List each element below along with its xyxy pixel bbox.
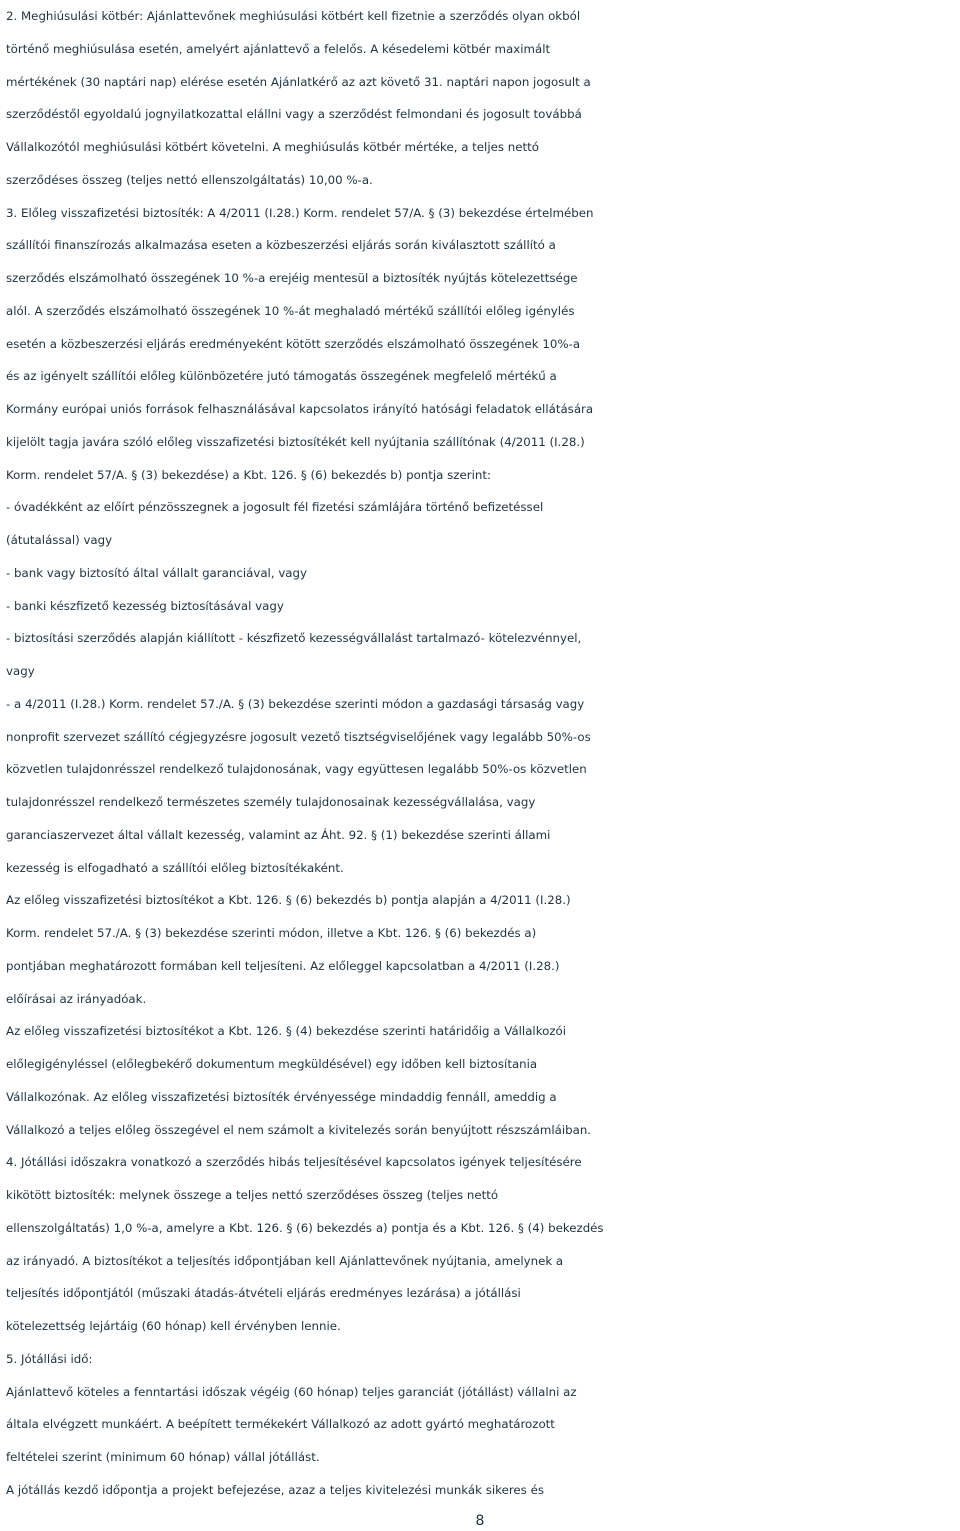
text-line: Vállalkozó a teljes előleg összegével el nem számolt a kivitelezés során benyújtott részszámláiban. [6, 1122, 592, 1137]
text-line: pontjában meghatározott formában kell teljesíteni. Az előleggel kapcsolatban a 4/2011 (I.28.) [6, 958, 560, 973]
text-line: nonprofit szervezet szállító cégjegyzésre jogosult vezető tisztségviselőjének vagy legalább 50%-os [6, 729, 591, 744]
text-line: 5. Jótállási idő: [6, 1351, 93, 1366]
text-line: történő meghiúsulása esetén, amelyért ajánlattevő a felelős. A késedelemi kötbér maximált [6, 41, 551, 56]
text-line: 4. Jótállási időszakra vonatkozó a szerződés hibás teljesítésével kapcsolatos igények teljesítésére [6, 1155, 582, 1170]
text-line: - a 4/2011 (I.28.) Korm. rendelet 57./A. § (3) bekezdése szerinti módon a gazdasági társaság vagy [6, 696, 585, 711]
text-line: kikötött biztosíték: melynek összege a teljes nettó szerződéses összeg (teljes nettó [6, 1188, 499, 1202]
body-text [6, 0, 958, 1507]
text-line: Korm. rendelet 57/A. § (3) bekezdése) a Kbt. 126. § (6) bekezdés b) pontja szerint: [6, 467, 491, 482]
text-line: alól. A szerződés elszámolható összegének 10 %-át meghaladó mértékű szállítói előleg igénylés [6, 303, 575, 318]
text-line: szerződés elszámolható összegének 10 %-a erejéig mentesül a biztosíték nyújtás kötelezettsége [6, 271, 578, 285]
text-line: 2. Meghiúsulási kötbér: Ajánlattevőnek meghiúsulási kötbért kell fizetnie a szerződés olyan okból [6, 9, 581, 23]
text-line: feltételei szerint (minimum 60 hónap) vállal jótállást. [6, 1450, 320, 1464]
text-line: előírásai az irányadóak. [6, 991, 147, 1006]
text-line: közvetlen tulajdonrésszel rendelkező tulajdonosának, vagy együttesen legalább 50%-os közvetlen [6, 762, 587, 777]
text-line: teljesítés időpontjától (műszaki átadás-átvételi eljárás eredményes lezárása) a jótállási [6, 1286, 521, 1301]
text-line: az irányadó. A biztosítékot a teljesítés időpontjában kell Ajánlattevőnek nyújtania, amelynek a [6, 1253, 564, 1268]
text-line: A jótállás kezdő időpontja a projekt befejezése, azaz a teljes kivitelezési munkák sikeres és [6, 1482, 544, 1497]
text-line: Vállalkozótól meghiúsulási kötbért követelni. A meghiúsulás kötbér mértéke, a teljes nettó [6, 140, 539, 154]
text-line: Korm. rendelet 57./A. § (3) bekezdése szerinti módon, illetve a Kbt. 126. § (6) bekezdés a) [6, 926, 537, 940]
text-line: szerződéstől egyoldalú jognyilatkozattal elállni vagy a szerződést felmondani és jogosult továbbá [6, 107, 582, 122]
text-line: Ajánlattevő köteles a fenntartási időszak végéig (60 hónap) teljes garanciát (jótállást) vállalni az [6, 1384, 577, 1399]
text-line: - bank vagy biztosító által vállalt garanciával, vagy [6, 565, 307, 580]
text-line: kötelezettség lejártáig (60 hónap) kell érvényben lennie. [6, 1319, 341, 1333]
text-line: garanciaszervezet által vállalt kezesség, valamint az Áht. 92. § (1) bekezdése szerinti állami [6, 827, 551, 842]
text-line: általa elvégzett munkáért. A beépített termékekért Vállalkozó az adott gyártó meghatározott [6, 1417, 555, 1432]
text-line: tulajdonrésszel rendelkező természetes személy tulajdonosainak kezességvállalása, vagy [6, 795, 536, 809]
text-line: és az igényelt szállítói előleg különbözetére jutó támogatás összegének megfelelő mértékű a [6, 369, 557, 384]
text-line: vagy [6, 664, 35, 678]
text-line: Az előleg visszafizetési biztosítékot a Kbt. 126. § (6) bekezdés b) pontja alapján a 4/2011 (I.28.) [6, 893, 571, 908]
text-line: előlegigényléssel (előlegbekérő dokumentum megküldésével) egy időben kell biztosítania [6, 1057, 538, 1071]
text-line: Vállalkozónak. Az előleg visszafizetési biztosíték érvényessége mindaddig fennáll, ameddig a [6, 1089, 557, 1104]
text-line: kezesség is elfogadható a szállítói előleg biztosítékaként. [6, 860, 344, 875]
text-line: - biztosítási szerződés alapján kiállított - készfizető kezességvállalást tartalmazó- kötelezvénnyel, [6, 631, 582, 646]
text-line: kijelölt tagja javára szóló előleg visszafizetési biztosítékét kell nyújtania szállítónak (4/2011 (I.28.) [6, 434, 585, 449]
text-line: Kormány európai uniós források felhasználásával kapcsolatos irányító hatósági feladatok ellátására [6, 402, 594, 416]
text-line: mértékének (30 naptári nap) elérése esetén Ajánlatkérő az azt követő 31. naptári napon jogosult a [6, 74, 591, 89]
text-line: Az előleg visszafizetési biztosítékot a Kbt. 126. § (4) bekezdése szerinti határidőig a Vállalkozói [6, 1024, 567, 1039]
text-line: (átutalással) vagy [6, 533, 113, 547]
text-line: szerződéses összeg (teljes nettó ellenszolgáltatás) 10,00 %-a. [6, 172, 373, 187]
page-number: 8 [475, 1513, 485, 1529]
text-line: esetén a közbeszerzési eljárás eredményeként kötött szerződés elszámolható összegének 10%-a [6, 336, 581, 351]
text-line: - banki készfizető kezesség biztosításával vagy [6, 598, 284, 613]
text-line: ellenszolgáltatás) 1,0 %-a, amelyre a Kbt. 126. § (6) bekezdés a) pontja és a Kbt. 126. § (4) bekezdés [6, 1220, 604, 1235]
text-line: - óvadékként az előírt pénzösszegnek a jogosult fél fizetési számlájára történő befizetéssel [6, 500, 544, 515]
text-line: 3. Előleg visszafizetési biztosíték: A 4/2011 (I.28.) Korm. rendelet 57/A. § (3) bekezdése értelmében [6, 205, 594, 220]
text-line: szállítói finanszírozás alkalmazása eseten a közbeszerzési eljárás során kiválasztott szállító a [6, 238, 556, 253]
